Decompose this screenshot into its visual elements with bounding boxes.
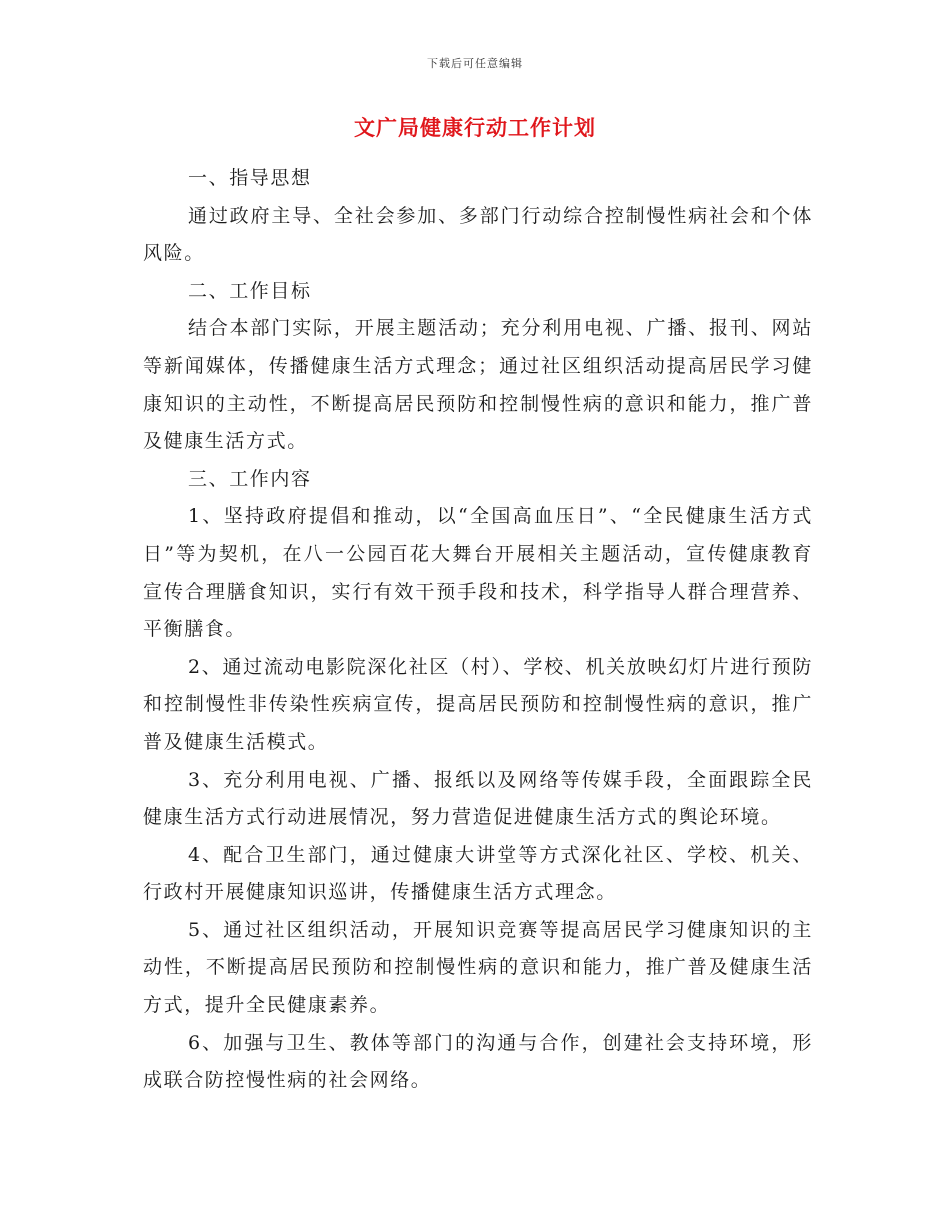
section-heading-work-content: 三、工作内容 — [188, 467, 312, 490]
list-item: 3、充分利用电视、广播、报纸以及网络等传媒手段，全面跟踪全民健康生活方式行动进展情况，努力营造促进健康生活方式的舆论环境。 — [143, 768, 813, 829]
list-item: 2、通过流动电影院深化社区（村）、学校、机关放映幻灯片进行预防和控制慢性非传染性疾病宣传，提高居民预防和控制慢性病的意识，推广普及健康生活模式。 — [143, 655, 813, 753]
paragraph: 结合本部门实际，开展主题活动；充分利用电视、广播、报刊、网站等新闻媒体，传播健康生活方式理念；通过社区组织活动提高居民学习健康知识的主动性，不断提高居民预防和控制慢性病的意识和能力，推广普及健康生活方式。 — [143, 317, 813, 453]
document-body — [143, 160, 813, 1100]
list-item: 5、通过社区组织活动，开展知识竞赛等提高居民学习健康知识的主动性，不断提高居民预防和控制慢性病的意识和能力，推广普及健康生活方式，提升全民健康素养。 — [143, 918, 813, 1017]
section-heading-work-goals: 二、工作目标 — [188, 279, 312, 302]
list-item: 6、加强与卫生、教体等部门的沟通与合作，创建社会支持环境，形成联合防控慢性病的社会网络。 — [143, 1031, 813, 1092]
header-note: 下载后可任意编辑 — [427, 57, 523, 70]
paragraph: 通过政府主导、全社会参加、多部门行动综合控制慢性病社会和个体风险。 — [143, 204, 813, 265]
section-heading-guiding-ideology: 一、指导思想 — [188, 167, 312, 189]
list-item: 4、配合卫生部门，通过健康大讲堂等方式深化社区、学校、机关、行政村开展健康知识巡讲，传播健康生活方式理念。 — [143, 843, 813, 904]
list-item: 1、坚持政府提倡和推动，以“全国高血压日”、“全民健康生活方式日”等为契机，在八一公园百花大舞台开展相关主题活动，宣传健康教育宣传合理膳食知识，实行有效干预手段和技术，科学指导人群合理营养、平衡膳食。 — [143, 505, 813, 641]
document-title: 文广局健康行动工作计划 — [354, 115, 596, 140]
